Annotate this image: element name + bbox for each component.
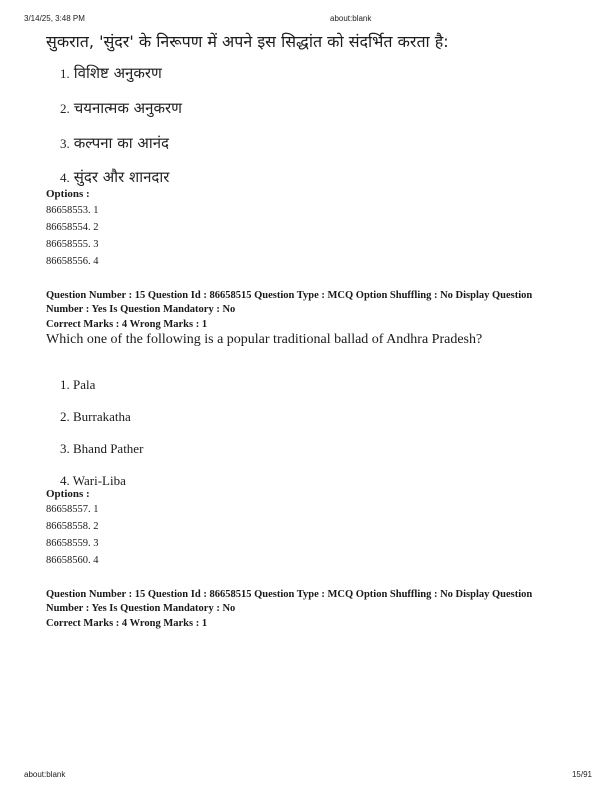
footer-url: about:blank bbox=[24, 770, 66, 779]
option-text: चयनात्मक अनुकरण bbox=[73, 99, 182, 117]
option-1 bbox=[60, 63, 162, 83]
question-meta-line1: Question Number : 15 Question Id : 86658515 Question Type : MCQ Option Shuffling : No Display Question bbox=[46, 589, 533, 600]
option-text: कल्पना का आनंद bbox=[73, 134, 169, 152]
option-code: 86658553. 1 bbox=[46, 205, 99, 216]
question-text: Which one of the following is a popular traditional ballad of Andhra Pradesh? bbox=[46, 332, 483, 347]
options-label: Options : bbox=[46, 488, 90, 500]
option-text: विशिष्ट अनुकरण bbox=[73, 64, 162, 82]
option-number: 1. bbox=[60, 66, 70, 81]
question-meta-line1: Question Number : 15 Question Id : 86658515 Question Type : MCQ Option Shuffling : No Display Question bbox=[46, 290, 533, 301]
option-3: 3. Bhand Pather bbox=[60, 441, 144, 456]
option-code: 86658560. 4 bbox=[46, 555, 99, 566]
header-url: about:blank bbox=[330, 14, 372, 23]
option-code: 86658559. 3 bbox=[46, 538, 99, 549]
option-number: 4. bbox=[60, 170, 70, 185]
option-2: 2. Burrakatha bbox=[60, 409, 131, 424]
page-number: 15/91 bbox=[571, 770, 592, 779]
option-1: 1. Pala bbox=[60, 377, 96, 392]
option-4: 4. Wari-Liba bbox=[60, 473, 126, 488]
option-text: सुंदर और शानदार bbox=[73, 168, 170, 186]
question-marks: Correct Marks : 4 Wrong Marks : 1 bbox=[46, 618, 208, 629]
options-label: Options : bbox=[46, 188, 90, 200]
question-text: सुकरात, 'सुंदर' के निरूपण में अपने इस सिद्धांत को संदर्भित करता है: bbox=[46, 32, 449, 51]
option-4 bbox=[60, 167, 169, 187]
option-code: 86658558. 2 bbox=[46, 521, 99, 532]
option-code: 86658555. 3 bbox=[46, 239, 99, 250]
option-code: 86658557. 1 bbox=[46, 504, 99, 515]
option-code: 86658554. 2 bbox=[46, 222, 99, 233]
option-2 bbox=[60, 98, 182, 118]
option-3 bbox=[60, 133, 169, 153]
question-meta-line2: Number : Yes Is Question Mandatory : No bbox=[46, 304, 236, 315]
question-marks: Correct Marks : 4 Wrong Marks : 1 bbox=[46, 319, 208, 330]
option-number: 2. bbox=[60, 101, 70, 116]
option-number: 3. bbox=[60, 136, 70, 151]
header-datetime: 3/14/25, 3:48 PM bbox=[24, 14, 85, 23]
option-code: 86658556. 4 bbox=[46, 256, 99, 267]
question-meta-line2: Number : Yes Is Question Mandatory : No bbox=[46, 603, 236, 614]
